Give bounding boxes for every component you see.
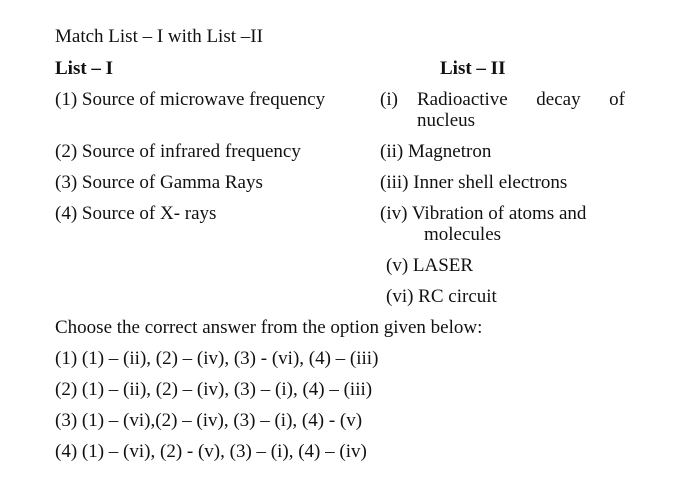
list-2-item: (vi) RC circuit <box>386 286 497 307</box>
list-2-item-word: Radioactive <box>417 89 508 110</box>
answer-option: (2) (1) – (ii), (2) – (iv), (3) – (i), (4) – (iii) <box>55 379 373 400</box>
list-1-item: (1) Source of microwave frequency <box>55 89 326 110</box>
list-1-item: (4) Source of X- rays <box>55 203 217 224</box>
list-2-item: (iv) Vibration of atoms and <box>380 203 587 224</box>
list-1-item: (3) Source of Gamma Rays <box>55 172 263 193</box>
answer-prompt: Choose the correct answer from the option given below: <box>55 317 483 338</box>
list-2-item: (ii) Magnetron <box>380 141 492 162</box>
list-2-item: (v) LASER <box>386 255 474 276</box>
answer-option: (1) (1) – (ii), (2) – (iv), (3) - (vi), (4) – (iii) <box>55 348 379 369</box>
question-title: Match List – I with List –II <box>55 26 263 47</box>
list-2-item-word: decay <box>536 89 581 110</box>
list-2-item-text-line <box>417 89 625 111</box>
list-2-item: (iii) Inner shell electrons <box>380 172 568 193</box>
list-2-item <box>380 89 398 111</box>
list-2-heading: List – II <box>440 58 506 79</box>
list-2-item-number: (i) <box>380 89 398 110</box>
list-2-item-continuation: nucleus <box>417 110 476 131</box>
answer-option: (3) (1) – (vi),(2) – (iv), (3) – (i), (4) - (v) <box>55 410 363 431</box>
list-2-item-continuation: molecules <box>424 224 502 245</box>
list-1-heading: List – I <box>55 58 114 79</box>
list-2-item-word: of <box>609 89 625 110</box>
answer-option: (4) (1) – (vi), (2) - (v), (3) – (i), (4) – (iv) <box>55 441 367 462</box>
list-1-item: (2) Source of infrared frequency <box>55 141 301 162</box>
